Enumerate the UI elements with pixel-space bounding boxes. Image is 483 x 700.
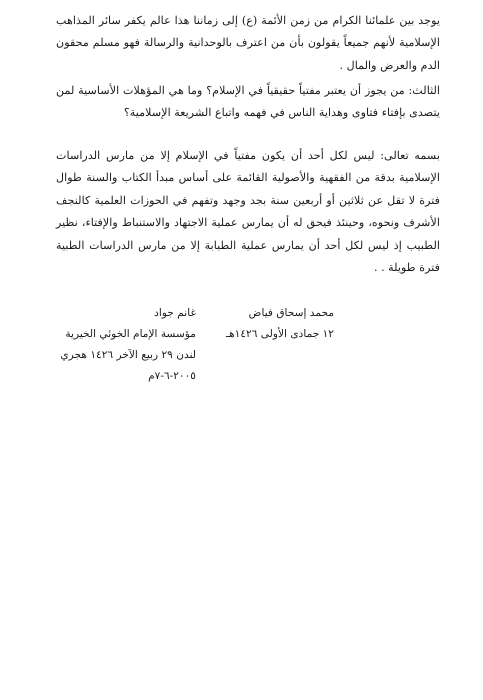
signature-place-date: لندن ٢٩ ربيع الآخر ١٤٢٦ هجري bbox=[60, 349, 196, 361]
signatory-name: محمد إسحاق فياض bbox=[248, 307, 334, 319]
signature-block-left bbox=[60, 303, 196, 387]
organization-name: مؤسسة الإمام الخوئي الخيرية bbox=[65, 328, 196, 340]
question-third: الثالث: من يجوز أن يعتبر مفتياً حقيقياً في الإسلام؟ وما هي المؤهلات الأساسية لمن يتصدى بإفتاء فتاوى وهداية الناس في فهمه واتباع الشريعة الإسلامية؟ bbox=[56, 84, 440, 120]
paragraph-scholars: يوجد بين علمائنا الكرام من زمن الأئمة (ع) إلى زماننا هذا عالم يكفر سائر المذاهب الإسلامية لأنهم جميعاً يقولون بأن من اعترف بالوحدانية والرسالة فهو مسلم محقون الدم والعرض والمال . bbox=[56, 14, 440, 72]
signature-gregorian-date: ٢٠٠٥-٦-٧م bbox=[148, 370, 196, 382]
signatory-name: غانم جواد bbox=[154, 307, 196, 319]
signature-date: ١٢ جمادى الأولى ١٤٢٦هـ bbox=[225, 328, 334, 340]
answer-paragraph: بسمه تعالى: ليس لكل أحد أن يكون مفتياً في الإسلام إلا من مارس الدراسات الإسلامية بدقة من الفقهية والأصولية القائمة على أساس مبدأ الكتاب والسنة طوال فترة لا تقل عن ثلاثين أو أربعين سنة بجد وجهد وتفهم في الحوزات العلمية كالنجف الأشرف ونحوه، وحينئذ فيحق له أن يمارس عملية الاجتهاد والاستنباط والإفتاء، نظير الطبيب إذ ليس لكل أحد أن يمارس عملية الطبابة إلا من مارس الدراسات الطبية فترة طويلة . . bbox=[56, 149, 440, 275]
signature-block-right bbox=[216, 303, 334, 345]
